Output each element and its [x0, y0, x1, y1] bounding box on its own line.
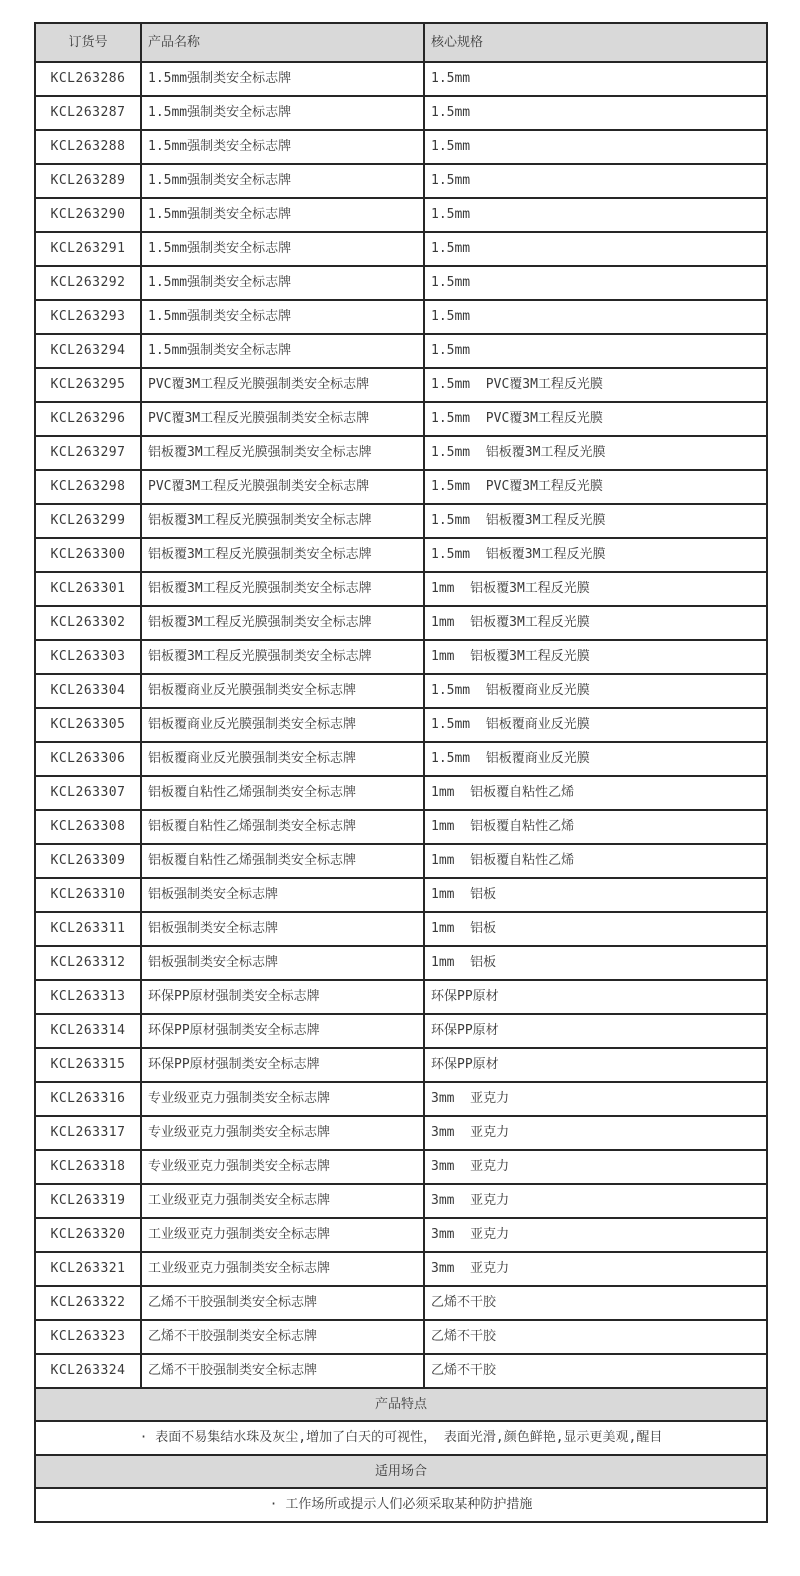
- table-row: [35, 368, 767, 402]
- features-section-title: 产品特点: [35, 1388, 767, 1421]
- cell-product-name: 1.5mm强制类安全标志牌: [141, 198, 424, 232]
- cell-order-number: KCL263298: [35, 470, 141, 504]
- cell-core-spec: 1.5mm: [424, 266, 767, 300]
- table-row: [35, 1354, 767, 1388]
- cell-core-spec: 1mm 铝板覆自粘性乙烯: [424, 810, 767, 844]
- table-row: [35, 1286, 767, 1320]
- table-header-row: [35, 23, 767, 62]
- occasions-section-title: 适用场合: [35, 1455, 767, 1488]
- cell-order-number: KCL263296: [35, 402, 141, 436]
- cell-core-spec: 1.5mm 铝板覆商业反光膜: [424, 674, 767, 708]
- cell-product-name: 铝板覆3M工程反光膜强制类安全标志牌: [141, 538, 424, 572]
- cell-core-spec: 乙烯不干胶: [424, 1286, 767, 1320]
- cell-core-spec: 1.5mm PVC覆3M工程反光膜: [424, 368, 767, 402]
- cell-core-spec: 1.5mm 铝板覆3M工程反光膜: [424, 538, 767, 572]
- cell-product-name: PVC覆3M工程反光膜强制类安全标志牌: [141, 368, 424, 402]
- cell-order-number: KCL263306: [35, 742, 141, 776]
- cell-core-spec: 1.5mm PVC覆3M工程反光膜: [424, 470, 767, 504]
- cell-core-spec: 1mm 铝板覆3M工程反光膜: [424, 640, 767, 674]
- cell-product-name: 工业级亚克力强制类安全标志牌: [141, 1252, 424, 1286]
- cell-product-name: 乙烯不干胶强制类安全标志牌: [141, 1320, 424, 1354]
- table-row: [35, 674, 767, 708]
- cell-product-name: 专业级亚克力强制类安全标志牌: [141, 1150, 424, 1184]
- cell-core-spec: 1.5mm: [424, 232, 767, 266]
- cell-product-name: 1.5mm强制类安全标志牌: [141, 334, 424, 368]
- cell-order-number: KCL263316: [35, 1082, 141, 1116]
- cell-order-number: KCL263303: [35, 640, 141, 674]
- table-row: [35, 504, 767, 538]
- cell-order-number: KCL263297: [35, 436, 141, 470]
- table-row: [35, 742, 767, 776]
- table-row: [35, 1116, 767, 1150]
- cell-product-name: 环保PP原材强制类安全标志牌: [141, 980, 424, 1014]
- cell-product-name: 专业级亚克力强制类安全标志牌: [141, 1116, 424, 1150]
- cell-order-number: KCL263288: [35, 130, 141, 164]
- cell-core-spec: 1.5mm 铝板覆3M工程反光膜: [424, 504, 767, 538]
- cell-core-spec: 1.5mm PVC覆3M工程反光膜: [424, 402, 767, 436]
- cell-product-name: 1.5mm强制类安全标志牌: [141, 130, 424, 164]
- cell-core-spec: 乙烯不干胶: [424, 1320, 767, 1354]
- cell-product-name: 铝板覆商业反光膜强制类安全标志牌: [141, 708, 424, 742]
- cell-product-name: 铝板覆自粘性乙烯强制类安全标志牌: [141, 776, 424, 810]
- features-section-text-row: [35, 1421, 767, 1455]
- table-row: [35, 62, 767, 96]
- cell-product-name: 铝板强制类安全标志牌: [141, 912, 424, 946]
- cell-order-number: KCL263321: [35, 1252, 141, 1286]
- cell-order-number: KCL263295: [35, 368, 141, 402]
- cell-core-spec: 环保PP原材: [424, 1048, 767, 1082]
- cell-order-number: KCL263289: [35, 164, 141, 198]
- occasions-section-text-row: [35, 1488, 767, 1522]
- cell-product-name: 铝板强制类安全标志牌: [141, 878, 424, 912]
- table-row: [35, 300, 767, 334]
- cell-product-name: 铝板覆3M工程反光膜强制类安全标志牌: [141, 606, 424, 640]
- cell-order-number: KCL263302: [35, 606, 141, 640]
- cell-core-spec: 3mm 亚克力: [424, 1116, 767, 1150]
- table-row: [35, 334, 767, 368]
- occasions-section-text: · 工作场所或提示人们必须采取某种防护措施: [35, 1488, 767, 1522]
- cell-order-number: KCL263322: [35, 1286, 141, 1320]
- cell-core-spec: 1mm 铝板覆3M工程反光膜: [424, 572, 767, 606]
- cell-order-number: KCL263323: [35, 1320, 141, 1354]
- cell-core-spec: 1.5mm 铝板覆3M工程反光膜: [424, 436, 767, 470]
- cell-core-spec: 3mm 亚克力: [424, 1184, 767, 1218]
- cell-core-spec: 乙烯不干胶: [424, 1354, 767, 1388]
- cell-product-name: 1.5mm强制类安全标志牌: [141, 96, 424, 130]
- cell-core-spec: 1mm 铝板: [424, 946, 767, 980]
- cell-product-name: 工业级亚克力强制类安全标志牌: [141, 1218, 424, 1252]
- cell-product-name: 1.5mm强制类安全标志牌: [141, 266, 424, 300]
- cell-core-spec: 1.5mm: [424, 62, 767, 96]
- cell-order-number: KCL263320: [35, 1218, 141, 1252]
- info-sections: [35, 1388, 767, 1522]
- cell-core-spec: 1.5mm: [424, 198, 767, 232]
- table-row: [35, 1150, 767, 1184]
- cell-order-number: KCL263290: [35, 198, 141, 232]
- table-row: [35, 402, 767, 436]
- table-row: [35, 130, 767, 164]
- column-header-spec: 核心规格: [424, 23, 767, 62]
- cell-order-number: KCL263312: [35, 946, 141, 980]
- cell-product-name: 乙烯不干胶强制类安全标志牌: [141, 1286, 424, 1320]
- cell-product-name: 铝板强制类安全标志牌: [141, 946, 424, 980]
- column-header-sku: 订货号: [35, 23, 141, 62]
- cell-order-number: KCL263305: [35, 708, 141, 742]
- table-row: [35, 844, 767, 878]
- table-row: [35, 776, 767, 810]
- cell-product-name: 铝板覆3M工程反光膜强制类安全标志牌: [141, 504, 424, 538]
- cell-order-number: KCL263310: [35, 878, 141, 912]
- cell-core-spec: 1mm 铝板覆自粘性乙烯: [424, 776, 767, 810]
- table-row: [35, 1252, 767, 1286]
- product-table: [34, 22, 768, 1523]
- cell-core-spec: 1.5mm: [424, 96, 767, 130]
- cell-order-number: KCL263294: [35, 334, 141, 368]
- cell-product-name: 1.5mm强制类安全标志牌: [141, 62, 424, 96]
- table-row: [35, 810, 767, 844]
- cell-order-number: KCL263319: [35, 1184, 141, 1218]
- table-row: [35, 436, 767, 470]
- cell-product-name: PVC覆3M工程反光膜强制类安全标志牌: [141, 470, 424, 504]
- cell-order-number: KCL263301: [35, 572, 141, 606]
- cell-product-name: 1.5mm强制类安全标志牌: [141, 300, 424, 334]
- table-row: [35, 708, 767, 742]
- table-row: [35, 1082, 767, 1116]
- cell-core-spec: 1.5mm: [424, 130, 767, 164]
- cell-order-number: KCL263318: [35, 1150, 141, 1184]
- cell-order-number: KCL263291: [35, 232, 141, 266]
- cell-core-spec: 1mm 铝板覆3M工程反光膜: [424, 606, 767, 640]
- table-row: [35, 980, 767, 1014]
- cell-order-number: KCL263324: [35, 1354, 141, 1388]
- cell-product-name: 铝板覆商业反光膜强制类安全标志牌: [141, 742, 424, 776]
- cell-core-spec: 1mm 铝板: [424, 878, 767, 912]
- cell-core-spec: 1.5mm 铝板覆商业反光膜: [424, 708, 767, 742]
- table-row: [35, 1218, 767, 1252]
- cell-core-spec: 3mm 亚克力: [424, 1150, 767, 1184]
- table-row: [35, 946, 767, 980]
- cell-order-number: KCL263311: [35, 912, 141, 946]
- features-section-text: · 表面不易集结水珠及灰尘,增加了白天的可视性， 表面光滑,颜色鲜艳,显示更美观,醒目: [35, 1421, 767, 1455]
- table-row: [35, 232, 767, 266]
- table-row: [35, 606, 767, 640]
- cell-order-number: KCL263292: [35, 266, 141, 300]
- cell-core-spec: 环保PP原材: [424, 1014, 767, 1048]
- cell-product-name: 专业级亚克力强制类安全标志牌: [141, 1082, 424, 1116]
- table-row: [35, 912, 767, 946]
- table-header: [35, 23, 767, 62]
- cell-product-name: 工业级亚克力强制类安全标志牌: [141, 1184, 424, 1218]
- cell-product-name: 环保PP原材强制类安全标志牌: [141, 1048, 424, 1082]
- features-section-header-row: [35, 1388, 767, 1421]
- cell-order-number: KCL263307: [35, 776, 141, 810]
- cell-product-name: 环保PP原材强制类安全标志牌: [141, 1014, 424, 1048]
- table-row: [35, 878, 767, 912]
- cell-order-number: KCL263314: [35, 1014, 141, 1048]
- cell-core-spec: 1.5mm: [424, 334, 767, 368]
- cell-order-number: KCL263300: [35, 538, 141, 572]
- cell-order-number: KCL263299: [35, 504, 141, 538]
- table-row: [35, 266, 767, 300]
- cell-core-spec: 1mm 铝板覆自粘性乙烯: [424, 844, 767, 878]
- cell-product-name: 乙烯不干胶强制类安全标志牌: [141, 1354, 424, 1388]
- table-row: [35, 198, 767, 232]
- cell-core-spec: 1mm 铝板: [424, 912, 767, 946]
- cell-product-name: 铝板覆3M工程反光膜强制类安全标志牌: [141, 640, 424, 674]
- cell-core-spec: 1.5mm: [424, 164, 767, 198]
- cell-core-spec: 1.5mm: [424, 300, 767, 334]
- table-row: [35, 1014, 767, 1048]
- cell-product-name: 铝板覆自粘性乙烯强制类安全标志牌: [141, 844, 424, 878]
- cell-product-name: PVC覆3M工程反光膜强制类安全标志牌: [141, 402, 424, 436]
- table-row: [35, 1184, 767, 1218]
- cell-order-number: KCL263286: [35, 62, 141, 96]
- cell-order-number: KCL263308: [35, 810, 141, 844]
- cell-core-spec: 环保PP原材: [424, 980, 767, 1014]
- occasions-section-header-row: [35, 1455, 767, 1488]
- cell-product-name: 铝板覆商业反光膜强制类安全标志牌: [141, 674, 424, 708]
- table-row: [35, 164, 767, 198]
- cell-product-name: 1.5mm强制类安全标志牌: [141, 232, 424, 266]
- table-row: [35, 538, 767, 572]
- table-row: [35, 1048, 767, 1082]
- cell-core-spec: 3mm 亚克力: [424, 1082, 767, 1116]
- cell-core-spec: 3mm 亚克力: [424, 1218, 767, 1252]
- table-row: [35, 1320, 767, 1354]
- cell-product-name: 铝板覆3M工程反光膜强制类安全标志牌: [141, 436, 424, 470]
- cell-order-number: KCL263287: [35, 96, 141, 130]
- product-table-body: [35, 62, 767, 1388]
- cell-product-name: 铝板覆自粘性乙烯强制类安全标志牌: [141, 810, 424, 844]
- table-row: [35, 96, 767, 130]
- cell-product-name: 1.5mm强制类安全标志牌: [141, 164, 424, 198]
- cell-order-number: KCL263313: [35, 980, 141, 1014]
- cell-order-number: KCL263304: [35, 674, 141, 708]
- cell-order-number: KCL263317: [35, 1116, 141, 1150]
- cell-order-number: KCL263315: [35, 1048, 141, 1082]
- cell-core-spec: 1.5mm 铝板覆商业反光膜: [424, 742, 767, 776]
- cell-order-number: KCL263293: [35, 300, 141, 334]
- table-row: [35, 640, 767, 674]
- cell-core-spec: 3mm 亚克力: [424, 1252, 767, 1286]
- table-row: [35, 572, 767, 606]
- cell-product-name: 铝板覆3M工程反光膜强制类安全标志牌: [141, 572, 424, 606]
- table-row: [35, 470, 767, 504]
- cell-order-number: KCL263309: [35, 844, 141, 878]
- column-header-name: 产品名称: [141, 23, 424, 62]
